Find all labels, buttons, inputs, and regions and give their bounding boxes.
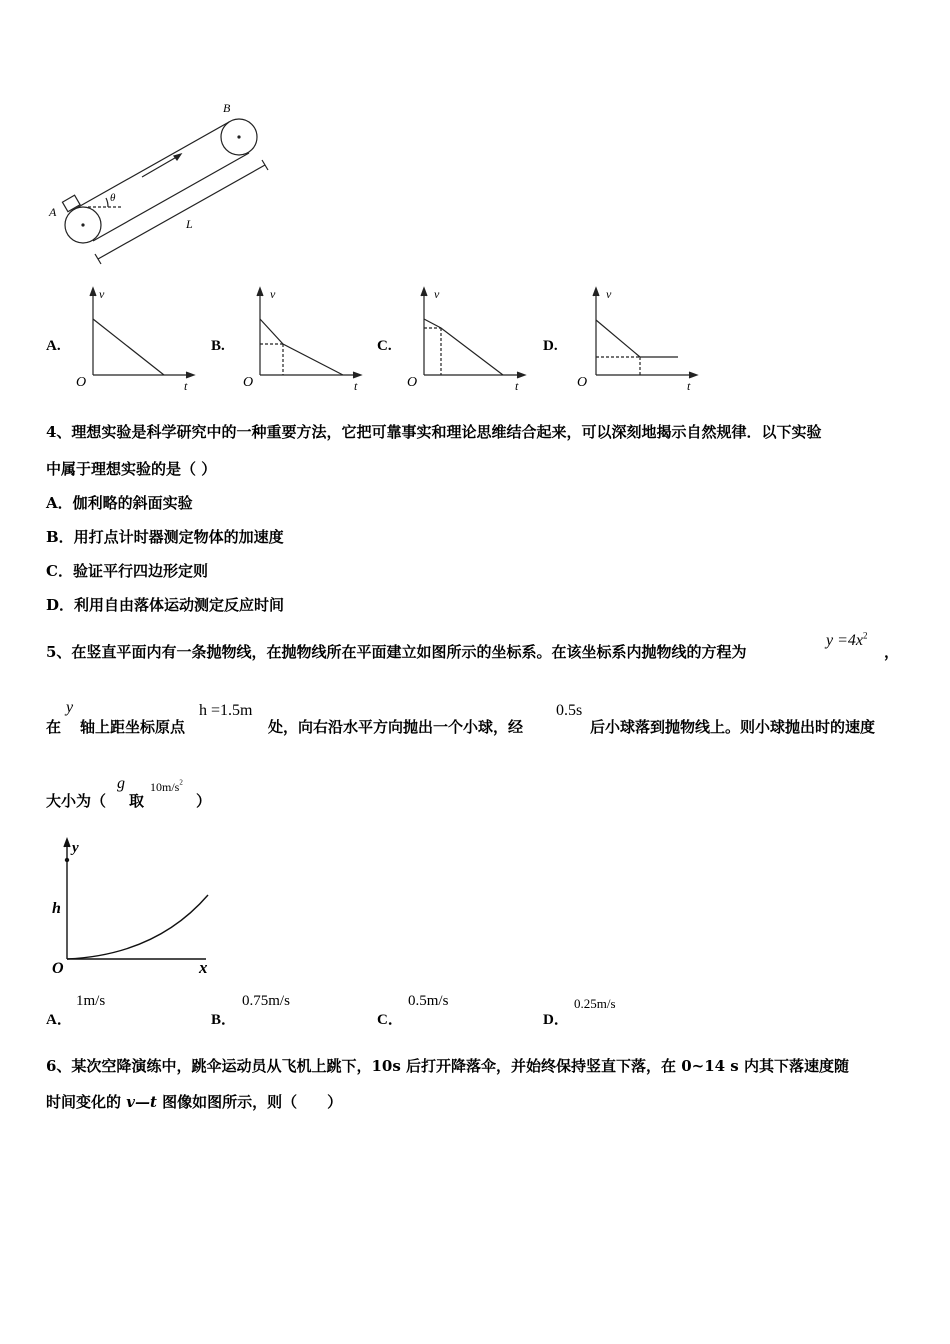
q4-option-c: C．验证平行四边形定则 xyxy=(46,562,208,580)
q6-stem-line1: 6、某次空降演练中，跳伞运动员从飞机上跳下，10s 后打开降落伞，并始终保持竖直下落，在 0~14 s 内其下落速度随 xyxy=(46,1057,849,1075)
axis-v-label: v xyxy=(270,287,276,301)
q3-graph-b xyxy=(239,282,369,394)
velocity-line xyxy=(424,319,503,375)
q5-option-d-letter: D． xyxy=(543,1012,569,1028)
length-line xyxy=(98,165,265,259)
velocity-line xyxy=(596,320,678,357)
belt-bottom xyxy=(93,153,249,241)
q5-option-c-value: 0.5m/s xyxy=(408,993,449,1009)
motion-arrow xyxy=(142,155,180,177)
q4-option-d: D．利用自由落体运动测定反应时间 xyxy=(46,596,285,614)
q4-option-b: B．用打点计时器测定物体的加速度 xyxy=(46,528,284,546)
belt-top xyxy=(73,122,229,210)
label-l: L xyxy=(186,217,193,231)
q3-graph-d xyxy=(575,282,705,394)
conveyor-belt-figure xyxy=(40,95,280,270)
axis-t-label: t xyxy=(184,379,188,393)
q3-option-d-letter: D. xyxy=(543,338,558,354)
parabola-curve xyxy=(67,895,208,959)
q3-graph-c xyxy=(403,282,533,394)
q5-height-value: h =1.5m xyxy=(199,702,253,719)
q5-option-a-value: 1m/s xyxy=(76,993,106,1009)
q5-line2-text-a: 在 xyxy=(46,718,62,736)
axis-v-label: v xyxy=(606,287,612,301)
q5-parabola-figure xyxy=(46,835,226,975)
block xyxy=(62,195,80,212)
q5-option-a-letter: A． xyxy=(46,1012,72,1028)
q5-option-d-value: 0.25m/s xyxy=(574,996,616,1011)
origin-label: O xyxy=(243,375,254,390)
q4-stem-line2: 中属于理想实验的是（ ） xyxy=(46,460,217,478)
q6-stem-line2: 时间变化的 v—t 图像如图所示，则（ ） xyxy=(46,1093,343,1111)
label-theta: θ xyxy=(110,192,116,204)
q3-option-c-letter: C. xyxy=(377,338,392,354)
h-label: h xyxy=(52,900,61,917)
velocity-line xyxy=(93,319,164,375)
q5-line2-text-c: 处，向右沿水平方向抛出一个小球，经 xyxy=(268,718,524,736)
origin-label: O xyxy=(52,960,64,975)
q5-option-b-letter: B． xyxy=(211,1012,237,1028)
q5-var-y: y xyxy=(66,699,74,716)
q5-g-value: $10m/s^2$ xyxy=(150,778,183,794)
velocity-line xyxy=(260,319,343,375)
q4-option-a: A．伽利略的斜面实验 xyxy=(46,494,193,512)
q5-line3-text-b: 取 xyxy=(129,792,145,810)
q5-time-value: 0.5s xyxy=(556,702,583,719)
q5-option-c-letter: C． xyxy=(377,1012,403,1028)
axis-y-label: y xyxy=(72,840,79,856)
q5-option-b-value: 0.75m/s xyxy=(242,993,290,1009)
throw-point xyxy=(65,858,69,862)
axis-t-label: t xyxy=(354,379,358,393)
q5-var-g: g xyxy=(117,775,125,792)
q5-line2-text-b: 轴上距坐标原点 xyxy=(80,718,186,736)
axis-t-label: t xyxy=(515,379,519,393)
q5-comma: ， xyxy=(884,643,900,661)
origin-label: O xyxy=(577,375,588,390)
origin-label: O xyxy=(407,375,418,390)
label-b: B xyxy=(223,101,231,115)
q5-equation: $y =4x^2$ xyxy=(826,630,868,649)
q3-option-b-letter: B. xyxy=(211,338,225,354)
axis-v-label: v xyxy=(99,287,105,301)
label-a: A xyxy=(49,205,57,219)
q3-graph-a xyxy=(72,282,202,394)
axis-x-label: x xyxy=(199,958,208,975)
q5-line3-text-a: 大小为（ xyxy=(46,792,107,810)
theta-arc xyxy=(106,198,108,207)
q5-line2-text-d: 后小球落到抛物线上。则小球抛出时的速度 xyxy=(590,718,876,736)
axis-v-label: v xyxy=(434,287,440,301)
q3-option-a-letter: A. xyxy=(46,338,61,354)
axis-t-label: t xyxy=(687,379,691,393)
origin-label: O xyxy=(76,375,87,390)
q5-stem-line1: 5、在竖直平面内有一条抛物线，在抛物线所在平面建立如图所示的坐标系。在该坐标系内抛物线的方程为 xyxy=(46,643,747,661)
q4-stem-line1: 4、理想实验是科学研究中的一种重要方法，它把可靠事实和理论思维结合起来，可以深刻地揭示自然规律．以下实验 xyxy=(46,423,822,441)
q5-line3-text-c: ） xyxy=(196,792,212,810)
